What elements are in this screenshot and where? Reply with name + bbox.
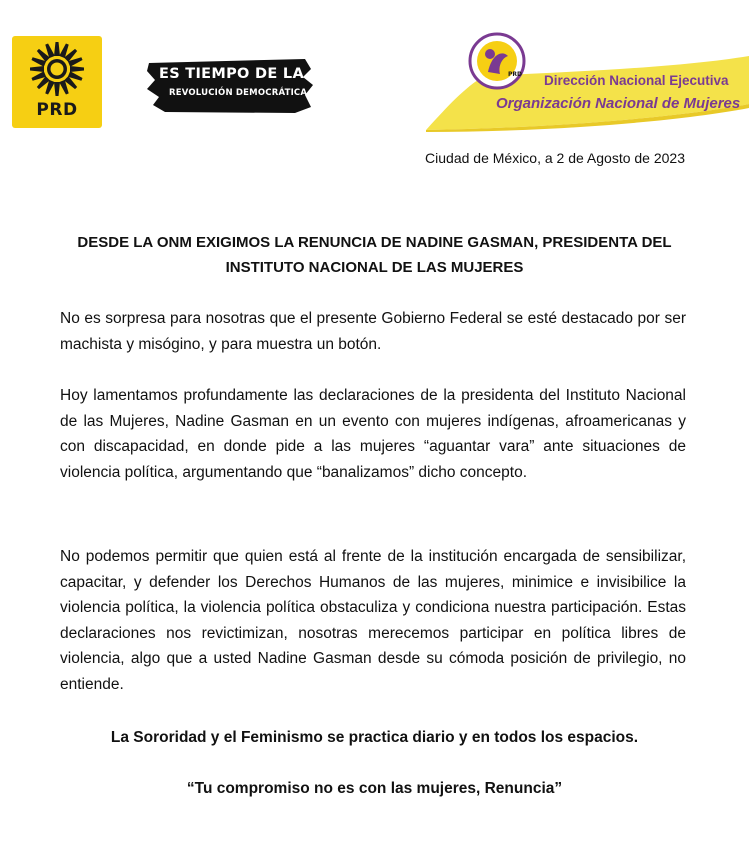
date-line: Ciudad de México, a 2 de Agosto de 2023: [425, 150, 685, 166]
paragraph-1: No es sorpresa para nosotras que el presente Gobierno Federal se esté destacado por ser machista y misógino, y para muestra un botón.: [60, 310, 686, 353]
onm-header-line-1: Dirección Nacional Ejecutiva: [544, 73, 729, 88]
slogan-brush-logo: [145, 55, 315, 117]
sun-ray: [30, 66, 44, 72]
paragraph-2: Hoy lamentamos profundamente las declaraciones de la presidenta del Instituto Nacional de las Mujeres, Nadine Gasman en un evento con mujeres indígenas, afroamericanas y con discapacidad, en donde pide a las mujeres “aguantar vara” ante situaciones de violencia política, argumentando que “banalizamos” dicho concepto.: [60, 387, 686, 481]
brush-stroke-icon: [145, 55, 315, 117]
prd-logo-text: PRD: [36, 100, 78, 120]
document-title: DESDE LA ONM EXIGIMOS LA RENUNCIA DE NADINE GASMAN, PRESIDENTA DEL INSTITUTO NACIONAL DE LAS MUJERES: [77, 234, 672, 276]
paragraph-3: No podemos permitir que quien está al frente de la institución encargada de sensibilizar, capacitar, y defender los Derechos Humanos de las mujeres, minimice e invisibilice la violencia política, la violencia política obstaculiza y condiciona nuestra participación. Estas declaraciones nos revictimizan, nosotras merecemos participar en política libres de violencia, algo que a usted Nadine Gasman desde su cómoda posición de privilegio, no entiende.: [60, 548, 686, 693]
onm-emblem-icon: [468, 32, 526, 90]
sun-ray: [70, 66, 84, 72]
slogan-line-1: ES TIEMPO DE LA: [159, 66, 304, 82]
prd-logo: [12, 36, 102, 128]
sun-ray: [54, 42, 60, 56]
closing-statement: La Sororidad y el Feminismo se practica diario y en todos los espacios.: [110, 729, 639, 746]
slogan-line-2: REVOLUCIÓN DEMOCRÁTICA: [169, 88, 308, 98]
sun-ray: [54, 82, 60, 96]
onm-header-line-2: Organización Nacional de Mujeres: [496, 95, 741, 112]
closing-quote: “Tu compromiso no es con las mujeres, Renuncia”: [186, 780, 563, 797]
onm-header-banner: [426, 28, 749, 132]
onm-emblem-text: PRD: [508, 71, 522, 78]
